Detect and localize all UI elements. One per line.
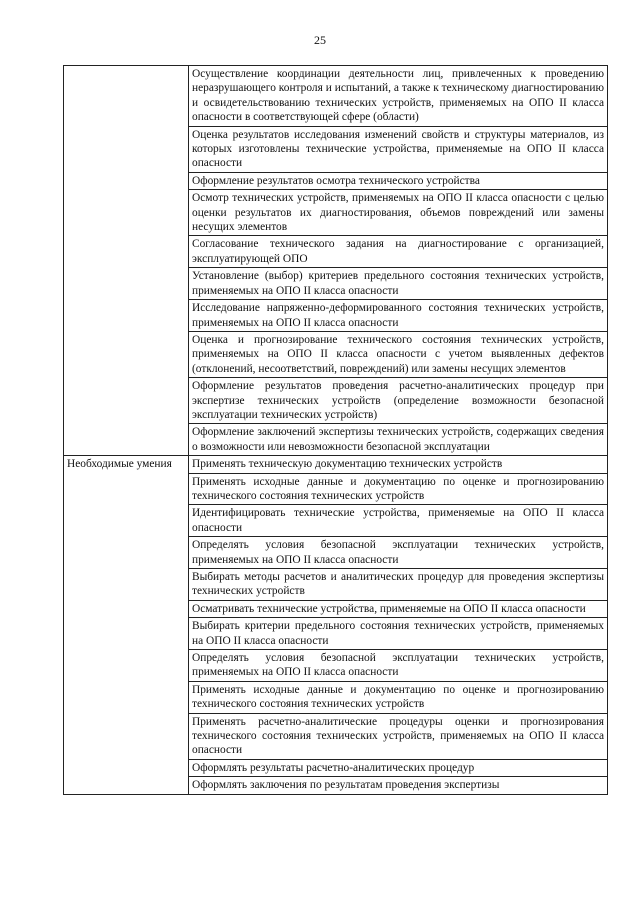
competency-table: [63, 65, 608, 795]
table-cell-text: Идентифицировать технические устройства, применяемые на ОПО II класса опасности: [189, 505, 608, 537]
table-cell-text: Оценка и прогнозирование технического состояния технических устройств, применяемых на ОПО II класса опасности с учетом выявленных дефектов (отклонений, несоответствий, повреждений) или замены несущих элементов: [189, 331, 608, 377]
table-cell-text: Применять исходные данные и документацию по оценке и прогнозированию технического состояния технических устройств: [189, 681, 608, 713]
table-cell-text: Оформление заключений экспертизы технических устройств, содержащих сведения о возможности или невозможности безопасной эксплуатации: [189, 424, 608, 456]
page-number: 25: [314, 33, 326, 47]
table-cell-text: Оформление результатов осмотра технического устройства: [189, 172, 608, 189]
table-cell-text: Оформление результатов проведения расчетно-аналитических процедур при экспертизе технических устройств (определение возможности безопасной эксплуатации технических устройств): [189, 378, 608, 424]
table-cell-text: Осуществление координации деятельности лиц, привлеченных к проведению неразрушающего контроля и испытаний, а также к техническому диагностированию и освидетельствованию технических устройств, применяемых на ОПО II класса опасности в соответствующей сфере (области): [189, 66, 608, 127]
table-row: [64, 456, 608, 473]
table-cell-text: Осматривать технические устройства, применяемые на ОПО II класса опасности: [189, 600, 608, 617]
table-cell-text: Оформлять заключения по результатам проведения экспертизы: [189, 777, 608, 794]
table-cell-text: Определять условия безопасной эксплуатации технических устройств, применяемых на ОПО II класса опасности: [189, 537, 608, 569]
table-row: [64, 66, 608, 127]
table-cell-text: Применять исходные данные и документацию по оценке и прогнозированию технического состояния технических устройств: [189, 473, 608, 505]
section-label: Необходимые умения: [64, 456, 189, 795]
table-cell-text: Оформлять результаты расчетно-аналитических процедур: [189, 759, 608, 776]
table-cell-text: Установление (выбор) критериев предельного состояния технических устройств, применяемых на ОПО II класса опасности: [189, 268, 608, 300]
table-cell-text: Осмотр технических устройств, применяемых на ОПО II класса опасности с целью оценки результатов их диагностирования, объемов повреждений или замены несущих элементов: [189, 190, 608, 236]
table-cell-text: Применять расчетно-аналитические процедуры оценки и прогнозирования технического состояния технических устройств, применяемых на ОПО II класса опасности: [189, 713, 608, 759]
table-cell-text: Определять условия безопасной эксплуатации технических устройств, применяемых на ОПО II класса опасности: [189, 650, 608, 682]
table-cell-text: Применять техническую документацию технических устройств: [189, 456, 608, 473]
section-label: [64, 66, 189, 456]
table-cell-text: Согласование технического задания на диагностирование с организацией, эксплуатирующей ОПО: [189, 236, 608, 268]
table-cell-text: Оценка результатов исследования изменений свойств и структуры материалов, из которых изготовлены технические устройства, применяемые на ОПО II класса опасности: [189, 126, 608, 172]
table-cell-text: Исследование напряженно-деформированного состояния технических устройств, применяемых на ОПО II класса опасности: [189, 300, 608, 332]
table-cell-text: Выбирать критерии предельного состояния технических устройств, применяемых на ОПО II класса опасности: [189, 618, 608, 650]
table-cell-text: Выбирать методы расчетов и аналитических процедур для проведения экспертизы технических устройств: [189, 569, 608, 601]
